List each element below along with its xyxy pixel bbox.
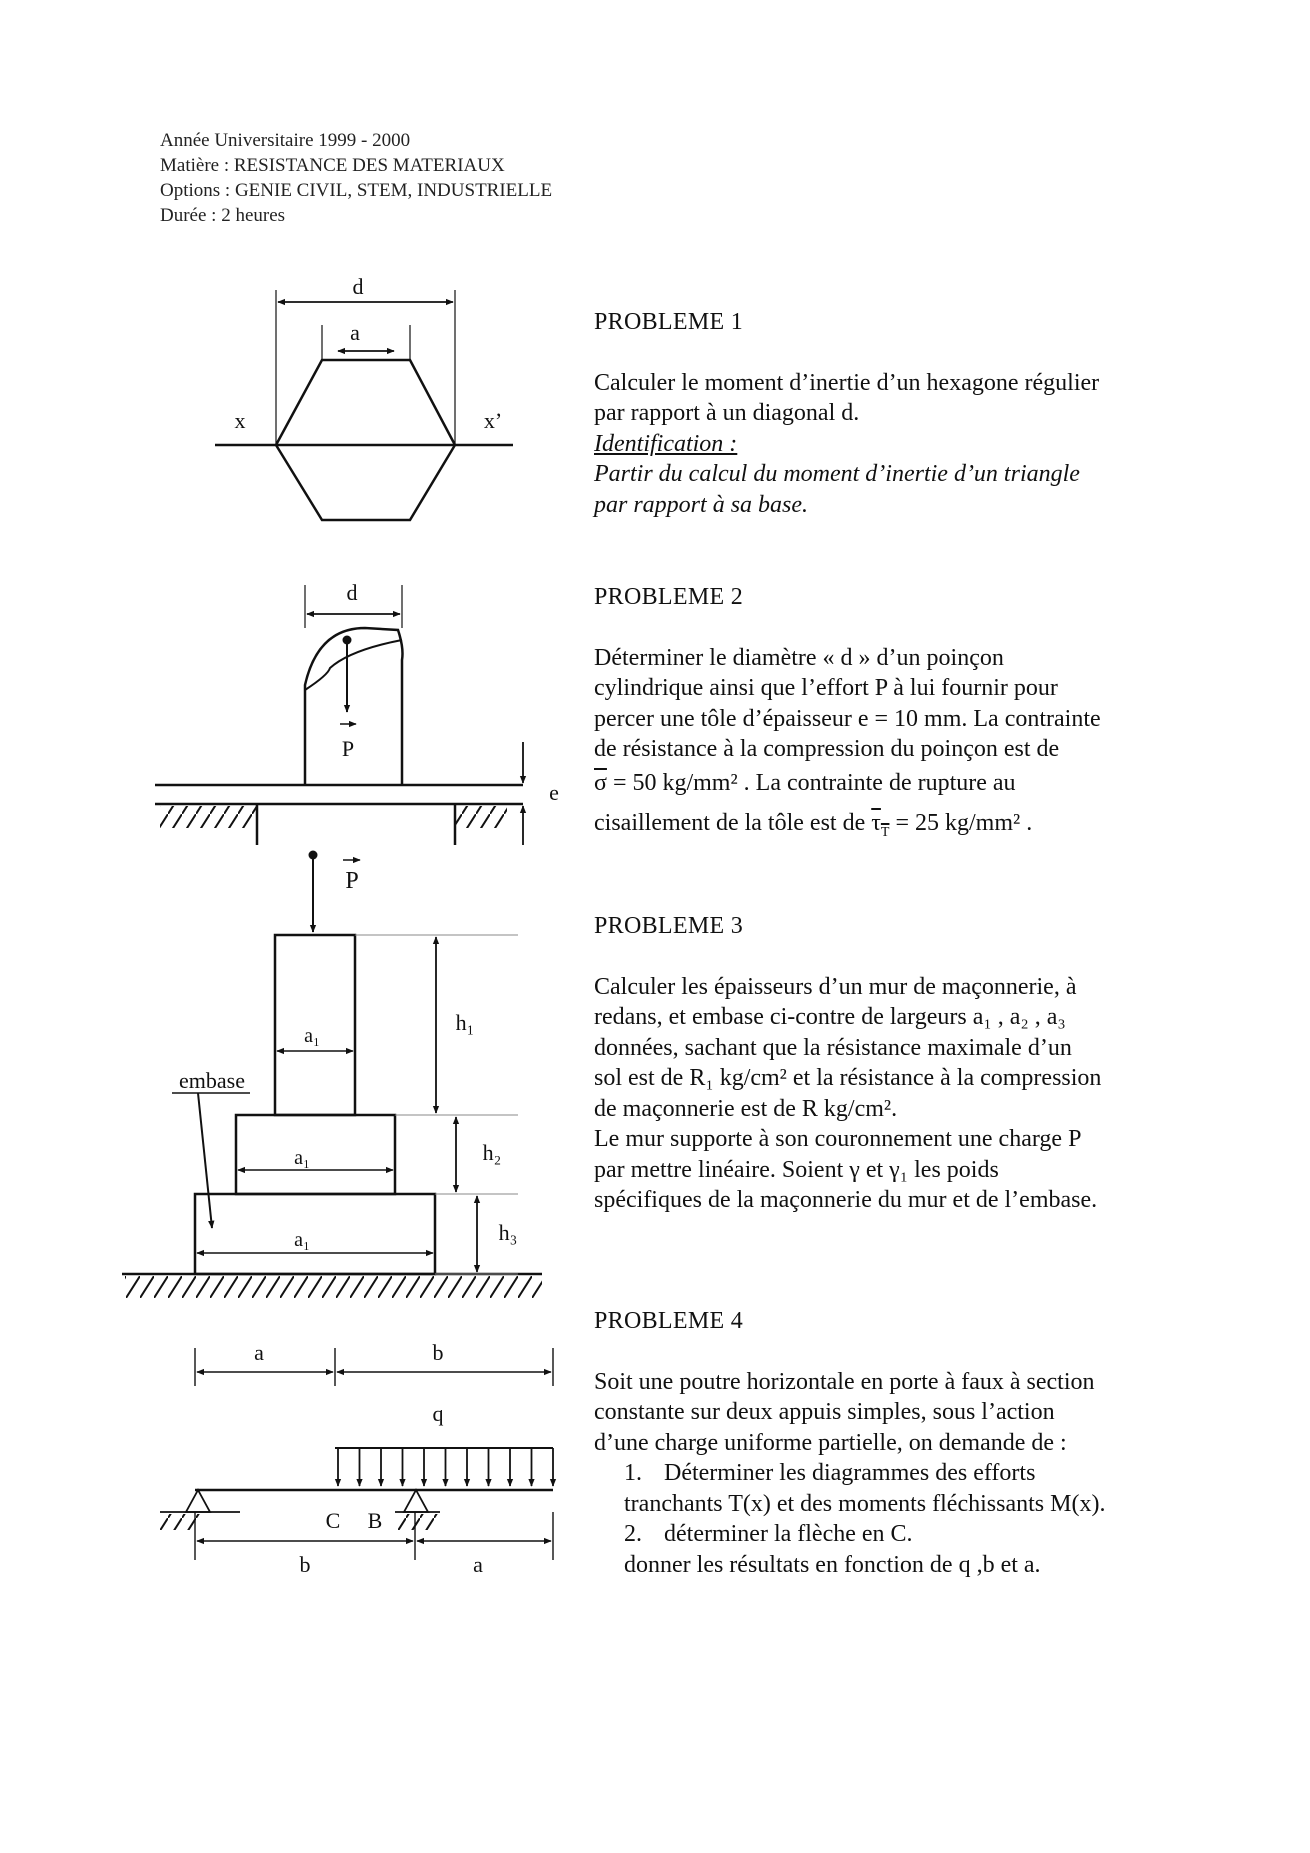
problem-2-title: PROBLEME 2 [594, 584, 744, 610]
label-a1-top: a₁ [304, 1025, 320, 1047]
problem-2-section [594, 582, 1194, 848]
wall-figure [122, 856, 542, 1274]
hatch-support-left [160, 1514, 200, 1530]
academic-year: Année Universitaire 1999 - 2000 [160, 130, 411, 151]
problem-4-title: PROBLEME 4 [594, 1308, 744, 1334]
problem-2-tau-line [594, 808, 1194, 848]
support-left-triangle [186, 1490, 210, 1512]
problem-3-line-2: redans, et embase ci-contre de largeurs a₁ , a₂ , a₃ [594, 1004, 1066, 1030]
punch-body [305, 628, 403, 785]
options-line: Options : GENIE CIVIL, STEM, INDUSTRIELLE [160, 180, 553, 201]
item-2-line-1: déterminer la flèche en C. [664, 1521, 913, 1547]
problem-4-item-2 [594, 1519, 1194, 1550]
problem-3-line-6: Le mur supporte à son couronnement une charge P [594, 1126, 1082, 1152]
sigma-value: = 50 kg/mm² . La contrainte de rupture au [606, 769, 1016, 796]
problem-1-hint-label: Identification : [594, 430, 738, 457]
hexagon-shape [276, 360, 455, 520]
label-B: B [367, 1508, 383, 1533]
label-h1: h₁ [455, 1010, 475, 1035]
label-a: a [350, 320, 360, 345]
problem-4-line-3: d’une charge uniforme partielle, on demande de : [594, 1429, 1067, 1456]
support-right-triangle [404, 1490, 428, 1512]
hatch-left [160, 806, 257, 828]
label-b-bottom: b [299, 1552, 311, 1577]
label-embase: embase [179, 1068, 245, 1093]
problem-2-line-2: cylindrique ainsi que l’effort P à lui fournir pour [594, 675, 1058, 701]
sigma-symbol: $\overline{\sigma}$ [594, 769, 607, 796]
item-1-number: 1. [624, 1460, 642, 1486]
hatch-support-right [398, 1514, 438, 1530]
label-C: C [325, 1508, 341, 1533]
problem-1-hint-line-1: Partir du calcul du moment d’inertie d’un triangle [594, 461, 1080, 487]
problem-3-line-3: données, sachant que la résistance maximale d’un [594, 1034, 1072, 1061]
label-e: e [549, 780, 559, 805]
hatch-right [455, 806, 507, 828]
label-d: d [352, 274, 364, 299]
force-point-p3 [309, 851, 318, 860]
label-q: q [432, 1401, 444, 1426]
problem-3-line-5: de maçonnerie est de R kg/cm². [594, 1095, 898, 1122]
problem-3-line-8: spécifiques de la maçonnerie du mur et de l’embase. [594, 1187, 1098, 1213]
punch-cut-curve [305, 640, 402, 690]
problem-2-line-3: percer une tôle d’épaisseur e = 10 mm. La contrainte [594, 705, 1101, 732]
label-b-top: b [432, 1340, 444, 1365]
distributed-load-arrows [338, 1448, 553, 1486]
item-2-number: 2. [624, 1521, 642, 1547]
problem-4-section [594, 1306, 1194, 1580]
label-x-prime: x’ [483, 408, 503, 433]
label-a1-mid: a₁ [294, 1147, 310, 1169]
item-1-line-1: Déterminer les diagrammes des efforts [664, 1460, 1036, 1486]
problem-2-line-1: Déterminer le diamètre « d » d’un poinçon [594, 644, 1004, 671]
problem-1-hint-line-2: par rapport à sa base. [594, 491, 809, 518]
label-p2: P [341, 736, 355, 761]
label-h2: h₂ [482, 1140, 502, 1165]
problem-1-line-2: par rapport à un diagonal d. [594, 400, 860, 426]
tau-value: = 25 kg/mm² . [889, 810, 1033, 836]
embase-pointer [198, 1093, 212, 1228]
label-h3: h₃ [498, 1220, 518, 1245]
duration-line: Durée : 2 heures [160, 205, 286, 226]
problem-3-line-1: Calculer les épaisseurs d’un mur de maçonnerie, à [594, 973, 1077, 1000]
wall-block-3 [195, 1194, 435, 1274]
problem-4-item-1-cont: tranchants T(x) et des moments fléchissants M(x). [624, 1490, 1106, 1517]
problem-2-line-4: de résistance à la compression du poinçon est de [594, 736, 1060, 762]
label-d2: d [346, 580, 358, 605]
problem-4-line-1: Soit une poutre horizontale en porte à faux à section [594, 1368, 1095, 1395]
hexagon-figure [215, 290, 513, 520]
problem-1-section [594, 307, 1194, 520]
label-a-bottom: a [473, 1552, 483, 1577]
subject-line: Matière : RESISTANCE DES MATERIAUX [160, 155, 505, 176]
problem-1-line-1: Calculer le moment d’inertie d’un hexagone régulier [594, 369, 1100, 396]
label-p3: P [345, 868, 359, 894]
problem-3-line-7: par mettre linéaire. Soient γ et γ₁ les poids [594, 1156, 999, 1183]
label-a-top: a [254, 1340, 264, 1365]
tau-symbol: $\tau_T$ [871, 810, 890, 840]
force-point-p2 [343, 636, 352, 645]
problem-4-item-1 [594, 1458, 1194, 1489]
beam-figure [160, 1348, 553, 1560]
hatch-ground-3 [125, 1276, 542, 1298]
problem-3-section [594, 911, 1194, 1216]
problem-4-line-end: donner les résultats en fonction de q ,b et a. [624, 1551, 1041, 1578]
problem-1-title: PROBLEME 1 [594, 309, 744, 335]
label-a1-bottom: a₁ [294, 1229, 310, 1251]
problem-3-line-4: sol est de R₁ kg/cm² et la résistance à la compression [594, 1065, 1102, 1091]
wall-block-2 [236, 1115, 395, 1194]
problem-2-sigma-line [594, 768, 1194, 799]
label-x: x [234, 408, 246, 433]
tau-prefix: cisaillement de la tôle est de [594, 810, 872, 836]
problem-3-title: PROBLEME 3 [594, 913, 744, 939]
problem-4-line-2: constante sur deux appuis simples, sous l’action [594, 1399, 1055, 1425]
